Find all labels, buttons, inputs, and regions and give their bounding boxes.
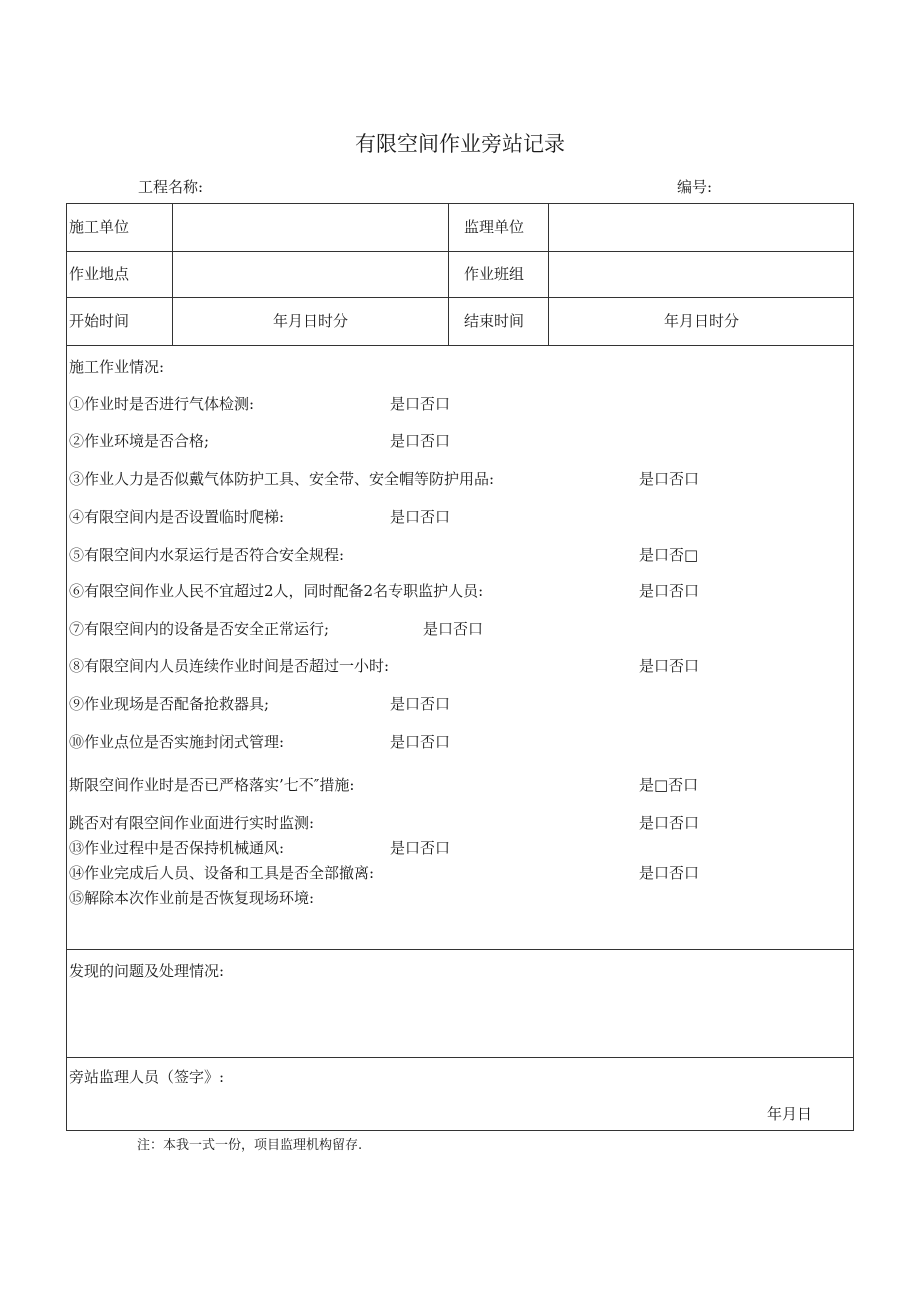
issues-label: 发现的问题及处理情况: [69,962,225,980]
row-divider [67,345,853,346]
checklist-answer: 是口否口 [390,395,451,413]
checklist-answer: 是口否口 [390,695,451,713]
section-divider [67,1057,853,1058]
checklist-item: ⑦有限空间内的设备是否安全正常运行; [69,620,330,638]
checklist-answer: 是口否口 [390,733,451,751]
checklist-answer: 是口否口 [390,508,451,526]
checklist-heading: 施工作业情况: [69,358,165,376]
checklist-item: ⑨作业现场是否配备抢救器具; [69,695,270,713]
checklist-item: ⑮解除本次作业前是否恢复现场环境: [69,889,315,907]
checklist-answer: 是口否口 [639,864,700,882]
section-divider [67,949,853,950]
checklist-item: ②作业环境是否合格; [69,432,210,450]
end-time-value: 年月日时分 [663,312,739,330]
checklist-answer: 是□否口 [639,776,699,794]
checklist-answer: 是口否口 [639,657,700,675]
checklist-item: ④有限空间内是否设置临时爬梯: [69,508,285,526]
work-location-label: 作业地点 [69,265,130,283]
checklist-answer: 是口否口 [639,470,700,488]
checklist-answer: 是口否口 [390,432,451,450]
number-label: 编号: [677,178,713,196]
start-time-label: 开始时间 [69,312,130,330]
checklist-item: ⑬作业过程中是否保持机械通风: [69,839,285,857]
checklist-answer: 是口否口 [423,620,484,638]
checklist-item: ①作业时是否进行气体检测: [69,395,255,413]
checklist-answer: 是口否口 [639,814,700,832]
construction-unit-label: 施工单位 [69,218,130,236]
checklist-item: ⑥有限空间作业人民不宜超过2人，同时配备2名专职监护人员: [69,582,484,600]
document-title: 有限空间作业旁站记录 [355,132,565,156]
project-name-label: 工程名称: [138,178,204,196]
signature-date: 年月日 [767,1105,813,1123]
record-form [66,203,854,1131]
row-divider [67,251,853,252]
start-time-value: 年月日时分 [272,312,348,330]
row-divider [67,297,853,298]
checklist-item: ⑭作业完成后人员、设备和工具是否全部撤离: [69,864,375,882]
checklist-item: ⑤有限空间内水泵运行是否符合安全规程: [69,546,345,564]
column-divider [448,204,449,345]
supervision-unit-label: 监理单位 [464,218,525,236]
checklist-item: ⑧有限空间内人员连续作业时间是否超过一小时: [69,657,390,675]
signature-label: 旁站监理人员（签字》: [69,1068,225,1086]
checklist-answer: 是口否口 [639,582,700,600]
checklist-item: ③作业人力是否似戴气体防护工具、安全带、安全帽等防护用品: [69,470,495,488]
end-time-label: 结束时间 [464,312,525,330]
checklist-item: 斯限空间作业时是否已严格落实’七不″措施: [69,776,355,794]
checklist-item: 跳否对有限空间作业面进行实时监测: [69,814,315,832]
work-team-label: 作业班组 [464,265,525,283]
checklist-answer: 是口否口 [390,839,451,857]
footnote: 注：本我一式一份，项目监理机构留存. [137,1138,363,1153]
checklist-item: ⑩作业点位是否实施封闭式管理: [69,733,285,751]
checklist-answer: 是口否□ [639,546,699,564]
